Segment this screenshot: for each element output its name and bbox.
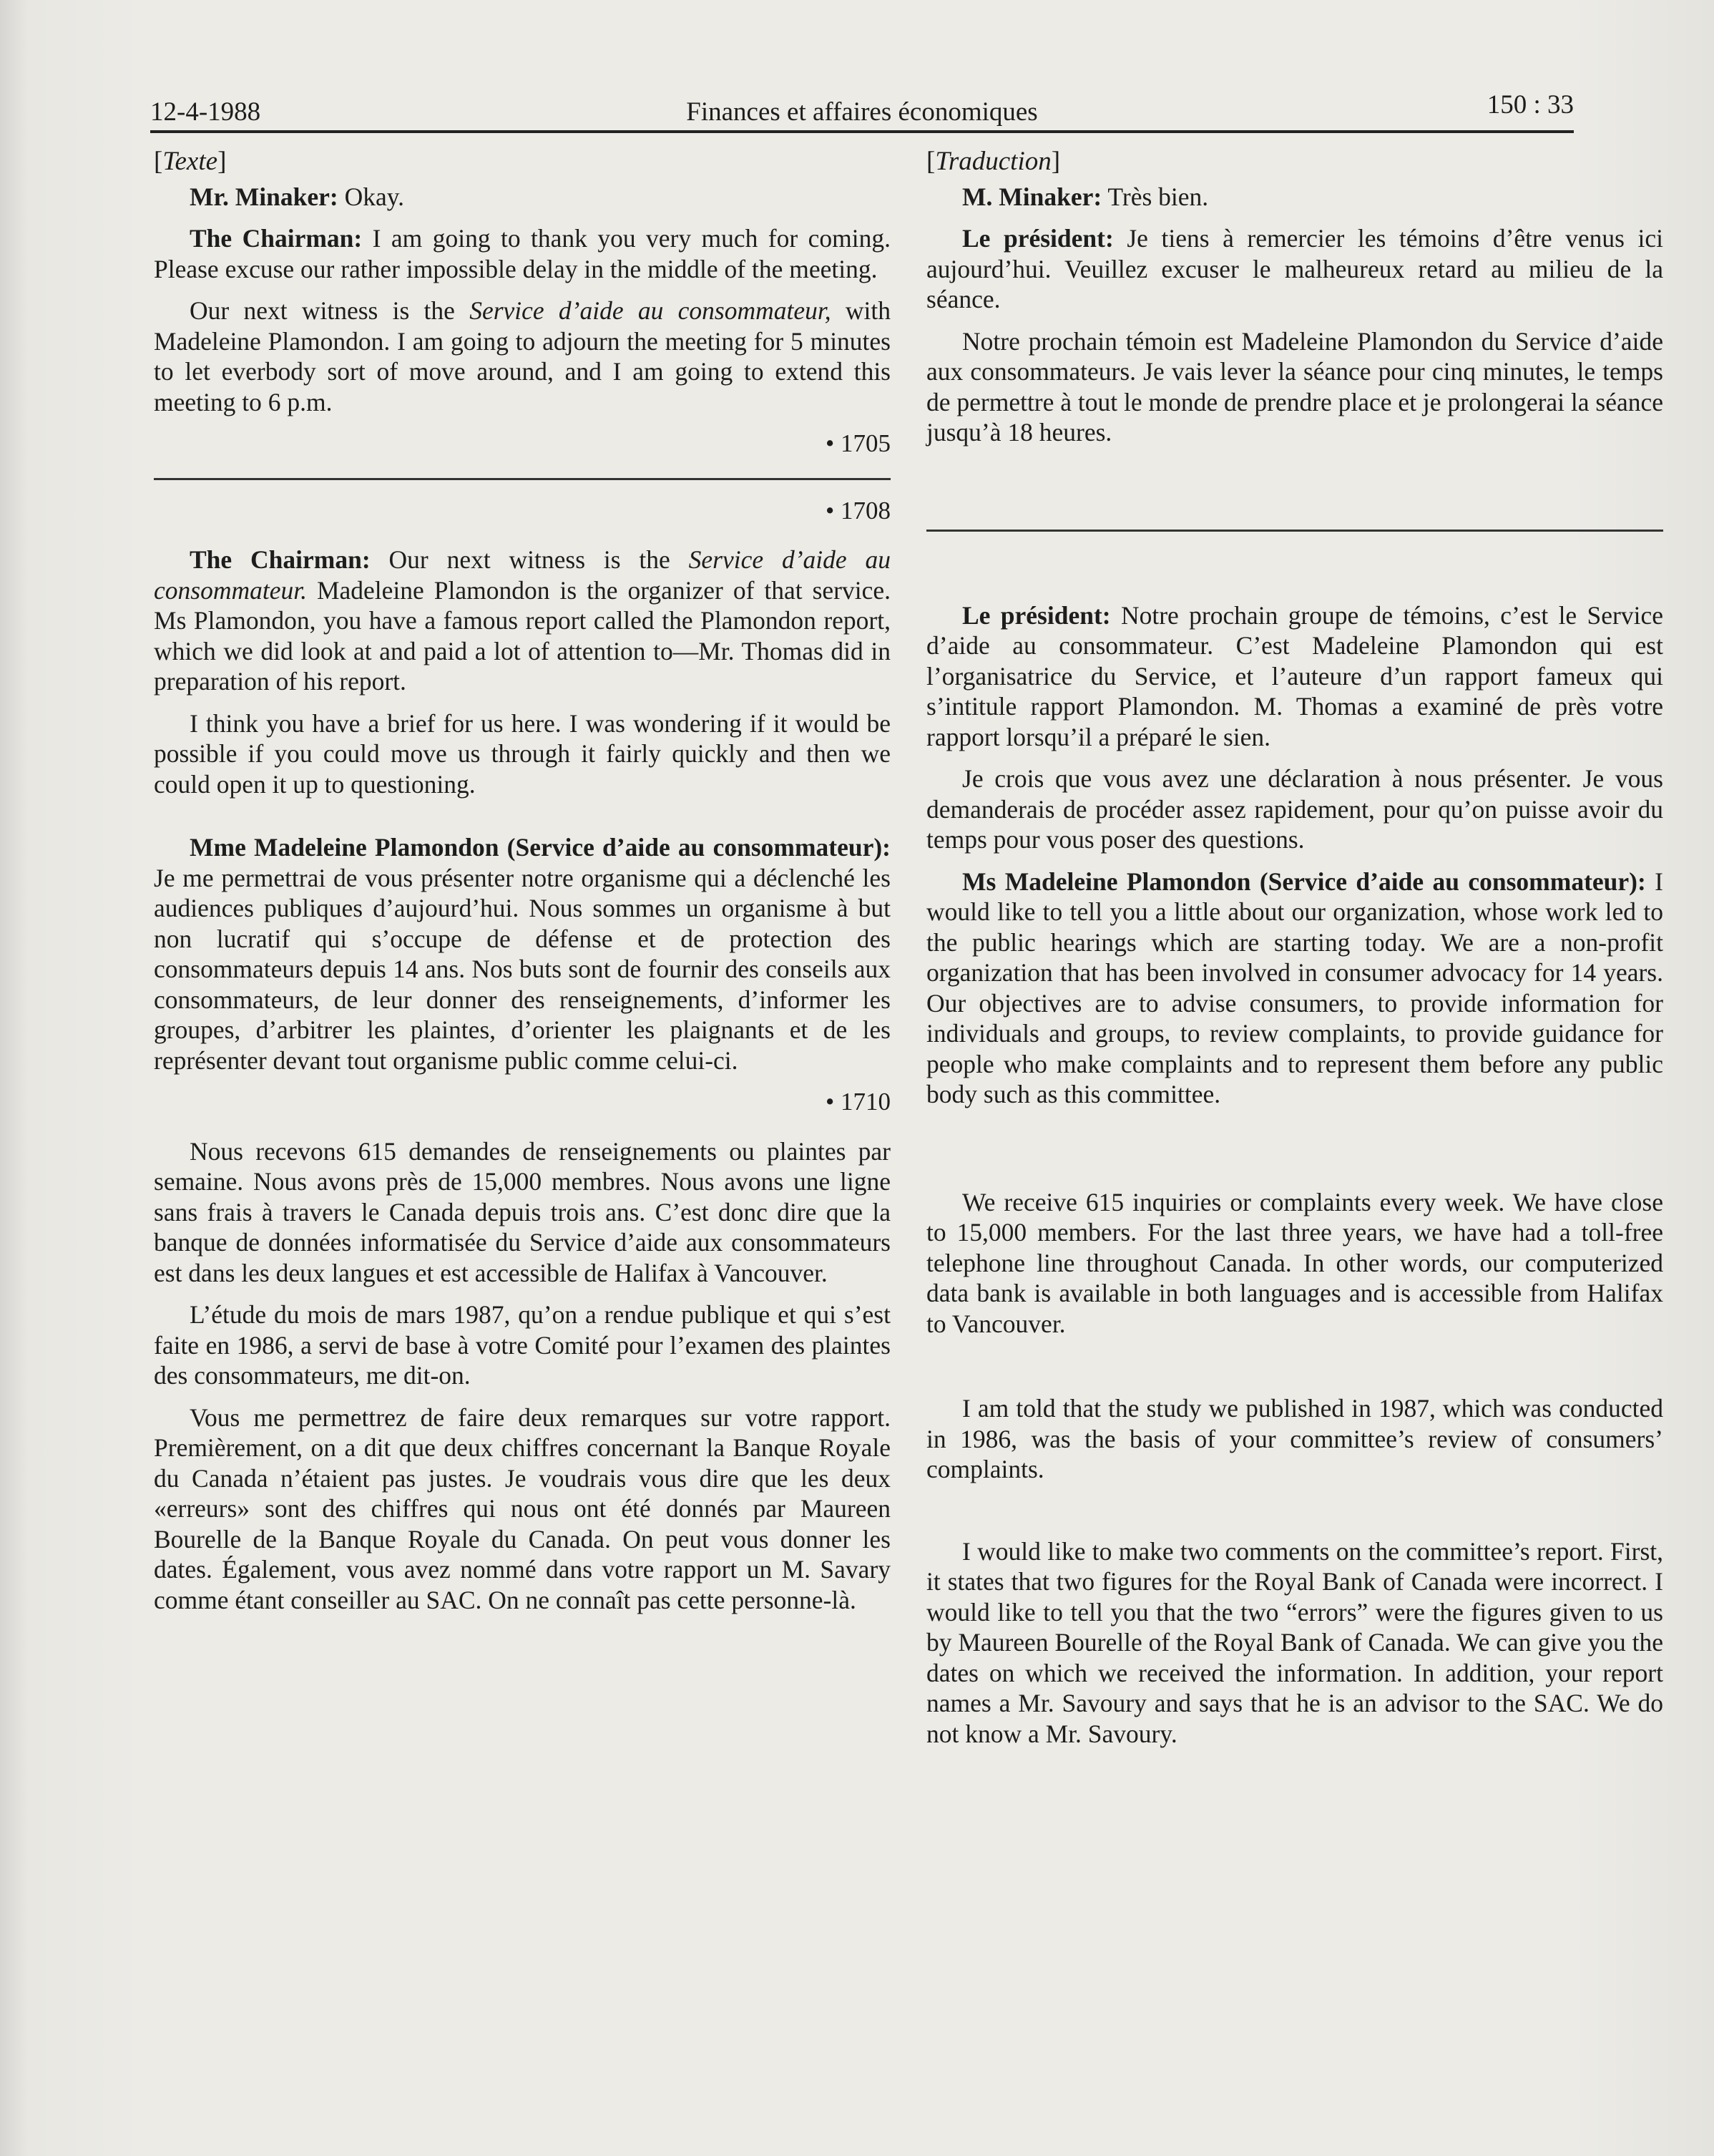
paragraph: I think you have a brief for us here. I was wondering if it would be possible if you could move us through it fairly quickly and then we could open it up to questioning. [154,708,891,799]
paragraph: I am told that the study we published in 1987, which was conducted in 1986, was the basis of your committee’s review of consumers’ complaints. [926,1394,1663,1483]
paragraph: The Chairman: Our next witness is the Service d’aide au consommateur. Madeleine Plamondon is the organizer of that service. Ms Plamondon, you have a famous report called the Plamondon report, which we did look at and paid a lot of attention to—Mr. Thomas did in preparation of his report. [154,545,891,696]
language-tag: [Texte] [154,147,227,176]
left-column [154,147,891,1626]
paragraph: Notre prochain témoin est Madeleine Plamondon du Service d’aide aux consommateurs. Je vais lever la séance pour cinq minutes, le temps de permettre à tout le monde de prendre place et je prolongerai la séance jusqu’à 18 heures. [926,326,1663,447]
speaker-name: The Chairman: [190,224,363,253]
paragraph: The Chairman: I am going to thank you very much for coming. Please excuse our rather impossible delay in the middle of the meeting. [154,224,891,283]
time-stamp: • 1705 [825,429,891,457]
speaker-name: Le président: [962,600,1111,630]
paragraph: Je crois que vous avez une déclaration à nous présenter. Je vous demanderais de procéder assez rapidement, pour qu’on puisse avoir du temps pour vous poser des questions. [926,764,1663,854]
header-date: 12-4-1988 [150,97,261,127]
paragraph: Ms Madeleine Plamondon (Service d’aide au consommateur): I would like to tell you a little about our organization, whose work led to the public hearings which are starting today. We are a non-profit organization that has been involved in consumer advocacy for 14 years. Our objectives are to advise consumers, to provide information for individuals and groups, to review complaints, to provide guidance for people who make complaints and to represent them before any public body such as this committee. [926,867,1664,1108]
right-column [926,147,1663,1760]
paragraph: Mr. Minaker: Okay. [190,182,405,211]
paragraph: Our next witness is the Service d’aide au consommateur, with Madeleine Plamondon. I am going to adjourn the meeting for 5 minutes to let everbody sort of move around, and I am going to extend this meeting to 6 p.m. [154,296,891,416]
header-page-number: 150 : 33 [1487,90,1574,119]
speaker-name: Le président: [962,224,1114,253]
time-stamp: • 1710 [825,1088,891,1116]
paragraph: Nous recevons 615 demandes de renseignements ou plaintes par semaine. Nous avons près de 15,000 membres. Nous avons une ligne sans frais à travers le Canada depuis trois ans. C’est donc dire que la banque de données informatisée du Service d’aide aux consommateurs est dans les deux langues et est accessible de Halifax à Vancouver. [154,1136,891,1287]
speaker-name: Ms Madeleine Plamondon (Service d’aide au consommateur): [962,867,1646,896]
header-title: Finances et affaires économiques [686,97,1038,127]
speaker-name: Mr. Minaker: [190,182,338,211]
speaker-name: The Chairman: [190,545,371,574]
paragraph: M. Minaker: Très bien. [962,182,1209,211]
speaker-name: Mme Madeleine Plamondon (Service d’aide au consommateur): [190,833,891,862]
speaker-name: M. Minaker: [962,182,1102,211]
divider [154,478,891,480]
divider [926,530,1663,532]
paragraph: We receive 615 inquiries or complaints every week. We have close to 15,000 members. For the last three years, we have had a toll-free telephone line throughout Canada. In other words, our computerized data bank is available in both languages and is accessible from Halifax to Vancouver. [926,1187,1663,1338]
paragraph: Mme Madeleine Plamondon (Service d’aide au consommateur): Je me permettrai de vous présenter notre organisme qui a déclenché les audiences publiques d’aujourd’hui. Nous sommes un organisme à but non lucratif qui s’occupe de défense et de protection des consommateurs depuis 14 ans. Nos buts sont de fournir des conseils aux consommateurs, de leur donner des renseignements, d’informer les groupes, d’arbitrer les plaintes, d’orienter les plaignants et de les représenter devant tout organisme public comme celui-ci. [154,833,891,1075]
page-header [150,84,1574,133]
paragraph: Le président: Notre prochain groupe de témoins, c’est le Service d’aide au consommateur. C’est Madeleine Plamondon qui est l’organisatrice du Service, et l’auteure d’un rapport fameux qui s’intitule rapport Plamondon. M. Thomas a examiné de près votre rapport lorsqu’il a préparé le sien. [926,600,1663,751]
time-stamp: • 1708 [825,496,891,525]
paragraph: Le président: Je tiens à remercier les témoins d’être venus ici aujourd’hui. Veuillez excuser le malheureux retard au milieu de la séance. [926,224,1663,313]
paragraph: Vous me permettrez de faire deux remarques sur votre rapport. Premièrement, on a dit que deux chiffres concernant la Banque Royale du Canada n’étaient pas justes. Je voudrais vous dire que les deux «erreurs» sont des chiffres qui nous ont été donnés par Maureen Bourelle de la Banque Royale du Canada. On peut vous donner les dates. Également, vous avez nommé dans votre rapport un M. Savary comme étant conseiller au SAC. On ne connaît pas cette personne-là. [154,1403,891,1614]
paragraph: L’étude du mois de mars 1987, qu’on a rendue publique et qui s’est faite en 1986, a servi de base à votre Comité pour l’examen des plaintes des consommateurs, me dit-on. [154,1300,891,1390]
language-tag: [Traduction] [926,147,1061,176]
paragraph: I would like to make two comments on the committee’s report. First, it states that two figures for the Royal Bank of Canada were incorrect. I would like to tell you that the two “errors” were the figures given to us by Maureen Bourelle of the Royal Bank of Canada. We can give you the dates on which we received the information. In addition, your report names a Mr. Savoury and says that he is an advisor to the SAC. We do not know a Mr. Savoury. [926,1536,1663,1748]
